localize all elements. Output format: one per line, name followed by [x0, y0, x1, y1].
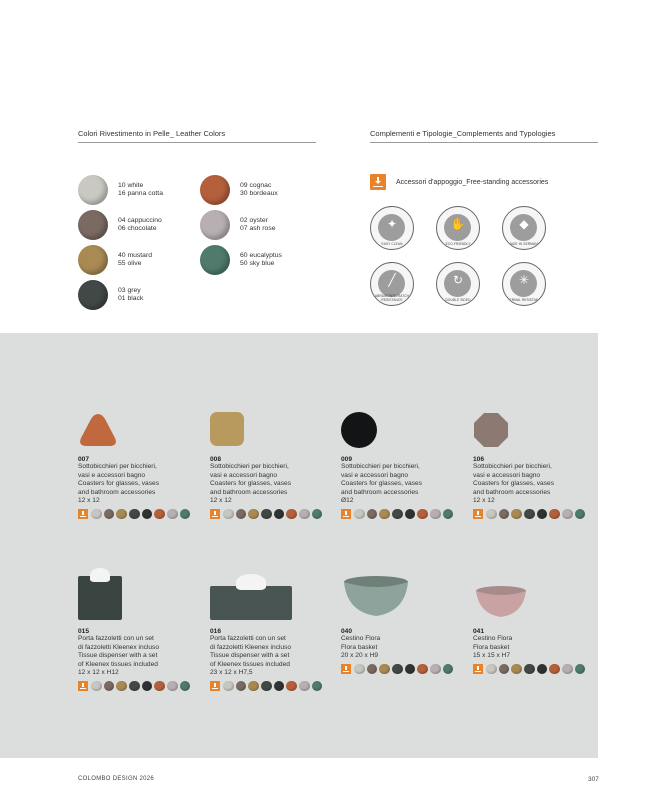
- color-dot: [312, 681, 323, 692]
- product-description-line: Tissue dispenser with a set: [78, 652, 158, 660]
- color-dot: [261, 509, 272, 520]
- color-dot: [524, 509, 535, 520]
- product-card-041: [473, 560, 593, 674]
- color-dot: [142, 509, 153, 520]
- product-image: [78, 560, 198, 624]
- page-number: 307: [588, 776, 599, 783]
- product-card-016: [210, 560, 330, 691]
- product-description-line: of Kleenex tissues included: [78, 660, 158, 668]
- available-colors: [78, 681, 198, 692]
- product-description-line: Coasters for glasses, vases: [341, 480, 422, 488]
- leather-swatch: [78, 280, 108, 310]
- color-dot: [430, 664, 441, 675]
- complements-rule: [370, 142, 598, 143]
- color-dot: [430, 509, 441, 520]
- product-image: [473, 398, 593, 452]
- swatch-name-1: 60 eucalyptus: [240, 251, 282, 259]
- color-dot: [91, 681, 102, 692]
- color-dot: [405, 509, 416, 520]
- free-standing-icon: [473, 664, 483, 674]
- product-description-line: vasi e accessori bagno: [78, 471, 146, 479]
- color-dot: [129, 509, 140, 520]
- color-dot: [537, 509, 548, 520]
- product-description-line: Tissue dispenser with a set: [210, 652, 290, 660]
- swatch-name-2: 16 panna cotta: [118, 190, 163, 197]
- complements-title: Complementi e Tipologie_Complements and Typologies: [370, 129, 556, 138]
- product-description-line: and bathroom accessories: [210, 488, 288, 496]
- product-code: 016: [210, 628, 222, 635]
- color-dot: [286, 681, 297, 692]
- leather-swatch-row: [78, 280, 143, 310]
- available-colors: [341, 509, 461, 520]
- color-dot: [511, 509, 522, 520]
- product-image: [210, 398, 330, 452]
- product-description-line: Sottobicchieri per bicchieri,: [473, 463, 552, 470]
- color-dot: [575, 664, 586, 675]
- feature-caption: MADE IN GERMANY: [508, 242, 540, 246]
- color-dot: [511, 664, 522, 675]
- color-dot: [312, 509, 323, 520]
- available-colors: [473, 664, 593, 675]
- color-dot: [549, 664, 560, 675]
- swatch-name-1: 03 grey: [118, 286, 141, 294]
- product-description-line: Cestino Flora: [341, 635, 381, 642]
- feature-glyph: ◆: [519, 217, 529, 231]
- product-code: 040: [341, 628, 353, 635]
- product-code: 041: [473, 628, 485, 635]
- available-colors: [210, 509, 330, 520]
- leather-swatch-row: [78, 210, 162, 240]
- color-dot: [299, 681, 310, 692]
- color-dot: [236, 509, 247, 520]
- feature-caption: DOUBLE SIDED: [445, 298, 471, 302]
- swatch-name-1: 02 oyster: [240, 216, 268, 224]
- color-dot: [91, 509, 102, 520]
- product-description-line: di fazzoletti Kleenex incluso: [78, 643, 160, 651]
- color-dot: [379, 664, 390, 675]
- color-dot: [417, 509, 428, 520]
- product-description-line: Coasters for glasses, vases: [473, 480, 554, 488]
- product-description-line: and bathroom accessories: [78, 488, 156, 496]
- color-dot: [367, 509, 378, 520]
- available-colors: [78, 509, 198, 520]
- product-code: 106: [473, 456, 485, 463]
- color-dot: [486, 664, 497, 675]
- color-dot: [562, 664, 573, 675]
- swatch-name-2: 01 black: [118, 295, 144, 302]
- swatch-name-1: 40 mustard: [118, 251, 153, 259]
- color-dot: [142, 681, 153, 692]
- feature-glyph: ✳: [518, 273, 530, 287]
- product-description-line: Sottobicchieri per bicchieri,: [210, 463, 289, 470]
- product-description-line: Ø12: [341, 497, 354, 505]
- color-dot: [524, 664, 535, 675]
- easy-clean-icon: [370, 206, 414, 250]
- free-standing-icon: [78, 681, 88, 691]
- color-dot: [392, 509, 403, 520]
- leather-swatch-row: [200, 175, 278, 205]
- product-description-line: 12 x 12 x H12: [78, 669, 119, 677]
- made-in-germany-icon: [502, 206, 546, 250]
- color-dot: [116, 509, 127, 520]
- color-dot: [562, 509, 573, 520]
- product-description-line: and bathroom accessories: [341, 488, 419, 496]
- color-dot: [167, 509, 178, 520]
- product-description-line: 15 x 15 x H7: [473, 652, 511, 660]
- free-standing-icon: [210, 681, 220, 691]
- product-description-line: vasi e accessori bagno: [341, 471, 409, 479]
- color-dot: [248, 681, 259, 692]
- feature-glyph: ╱: [388, 273, 396, 287]
- color-dot: [499, 664, 510, 675]
- color-dot: [236, 681, 247, 692]
- swatch-name-2: 07 ash rose: [240, 225, 276, 232]
- product-description-line: Porta fazzoletti con un set: [210, 635, 286, 642]
- free-standing-icon: [210, 509, 220, 519]
- available-colors: [473, 509, 593, 520]
- free-standing-label: Accessori d'appoggio_Free-standing accessories: [396, 179, 549, 186]
- product-card-106: [473, 398, 593, 519]
- color-dot: [405, 664, 416, 675]
- product-description-line: 23 x 12 x H7,5: [210, 669, 253, 677]
- color-dot: [549, 509, 560, 520]
- color-dot: [154, 509, 165, 520]
- leather-swatch-row: [200, 210, 276, 240]
- product-description-line: Porta fazzoletti con un set: [78, 635, 154, 642]
- leather-swatch-row: [78, 245, 152, 275]
- leather-swatch: [78, 245, 108, 275]
- color-dot: [354, 664, 365, 675]
- color-dot: [180, 509, 191, 520]
- feature-glyph: ✦: [386, 217, 398, 231]
- color-dot: [223, 509, 234, 520]
- product-code: 007: [78, 456, 90, 463]
- leather-swatch-row: [200, 245, 282, 275]
- product-image: [210, 560, 330, 624]
- color-dot: [129, 681, 140, 692]
- leather-swatch: [200, 210, 230, 240]
- color-dot: [154, 681, 165, 692]
- free-standing-icon: [370, 174, 386, 190]
- product-code: 008: [210, 456, 222, 463]
- free-standing-icon: [78, 509, 88, 519]
- color-dot: [379, 509, 390, 520]
- product-card-008: [210, 398, 330, 519]
- color-dot: [367, 664, 378, 675]
- color-dot: [248, 509, 259, 520]
- feature-caption: THERMAL RESISTANCE: [505, 298, 543, 302]
- color-dot: [116, 681, 127, 692]
- product-image: [341, 398, 461, 452]
- feature-caption: ECO-FRIENDLY: [445, 242, 471, 246]
- product-description-line: Flora basket: [473, 643, 510, 651]
- product-description-line: Sottobicchieri per bicchieri,: [78, 463, 157, 470]
- leather-colors-title: Colori Rivestimento in Pelle_ Leather Colors: [78, 129, 226, 138]
- leather-swatch: [78, 210, 108, 240]
- color-dot: [223, 681, 234, 692]
- leather-swatch: [200, 245, 230, 275]
- feature-glyph: ↻: [452, 273, 464, 287]
- product-card-007: [78, 398, 198, 519]
- leather-swatch: [200, 175, 230, 205]
- product-image: [473, 560, 593, 624]
- footer-brand: COLOMBO DESIGN 2026: [78, 776, 155, 782]
- color-dot: [499, 509, 510, 520]
- color-dot: [417, 664, 428, 675]
- product-description-line: Sottobicchieri per bicchieri,: [341, 463, 420, 470]
- thermal-resistance-icon: [502, 262, 546, 306]
- color-dot: [104, 681, 115, 692]
- product-description-line: Coasters for glasses, vases: [78, 480, 159, 488]
- free-standing-icon: [341, 509, 351, 519]
- swatch-name-2: 06 chocolate: [118, 225, 157, 232]
- swatch-name-2: 55 olive: [118, 260, 142, 267]
- feature-caption: ABRASION/SCRATCH RESISTANCE: [374, 294, 410, 302]
- color-dot: [486, 509, 497, 520]
- leather-colors-rule: [78, 142, 316, 143]
- abrasion-scratch-resistance-icon: [370, 262, 414, 306]
- double-sided-icon: [436, 262, 480, 306]
- color-dot: [299, 509, 310, 520]
- product-description-line: vasi e accessori bagno: [210, 471, 278, 479]
- product-description-line: Flora basket: [341, 643, 378, 651]
- color-dot: [575, 509, 586, 520]
- available-colors: [341, 664, 461, 675]
- swatch-name-1: 04 cappuccino: [118, 216, 162, 224]
- product-code: 009: [341, 456, 353, 463]
- available-colors: [210, 681, 330, 692]
- color-dot: [180, 681, 191, 692]
- product-description-line: of Kleenex tissues included: [210, 660, 290, 668]
- color-dot: [167, 681, 178, 692]
- color-dot: [354, 509, 365, 520]
- product-image: [341, 560, 461, 624]
- product-description-line: di fazzoletti Kleenex incluso: [210, 643, 292, 651]
- leather-swatch-row: [78, 175, 163, 205]
- product-description-line: 12 x 12: [78, 497, 100, 505]
- product-image: [78, 398, 198, 452]
- feature-caption: EASY CLEAN: [381, 242, 403, 246]
- product-card-040: [341, 560, 461, 674]
- product-card-009: [341, 398, 461, 519]
- color-dot: [274, 509, 285, 520]
- free-standing-icon: [341, 664, 351, 674]
- swatch-name-2: 30 bordeaux: [240, 190, 278, 197]
- color-dot: [104, 509, 115, 520]
- product-panel: [0, 333, 598, 758]
- color-dot: [392, 664, 403, 675]
- color-dot: [537, 664, 548, 675]
- free-standing-icon: [473, 509, 483, 519]
- swatch-name-1: 09 cognac: [240, 181, 272, 189]
- product-description-line: 12 x 12: [210, 497, 232, 505]
- product-description-line: 20 x 20 x H9: [341, 652, 379, 660]
- product-description-line: Cestino Flora: [473, 635, 513, 642]
- product-description-line: vasi e accessori bagno: [473, 471, 541, 479]
- product-description-line: Coasters for glasses, vases: [210, 480, 291, 488]
- product-code: 015: [78, 628, 90, 635]
- swatch-name-1: 10 white: [118, 181, 144, 189]
- color-dot: [443, 664, 454, 675]
- product-description-line: and bathroom accessories: [473, 488, 551, 496]
- eco-friendly-icon: [436, 206, 480, 250]
- color-dot: [286, 509, 297, 520]
- product-description-line: 12 x 12: [473, 497, 495, 505]
- leather-swatch: [78, 175, 108, 205]
- feature-glyph: ✋: [450, 217, 466, 231]
- color-dot: [443, 509, 454, 520]
- swatch-name-2: 50 sky blue: [240, 260, 275, 267]
- color-dot: [274, 681, 285, 692]
- product-card-015: [78, 560, 198, 691]
- color-dot: [261, 681, 272, 692]
